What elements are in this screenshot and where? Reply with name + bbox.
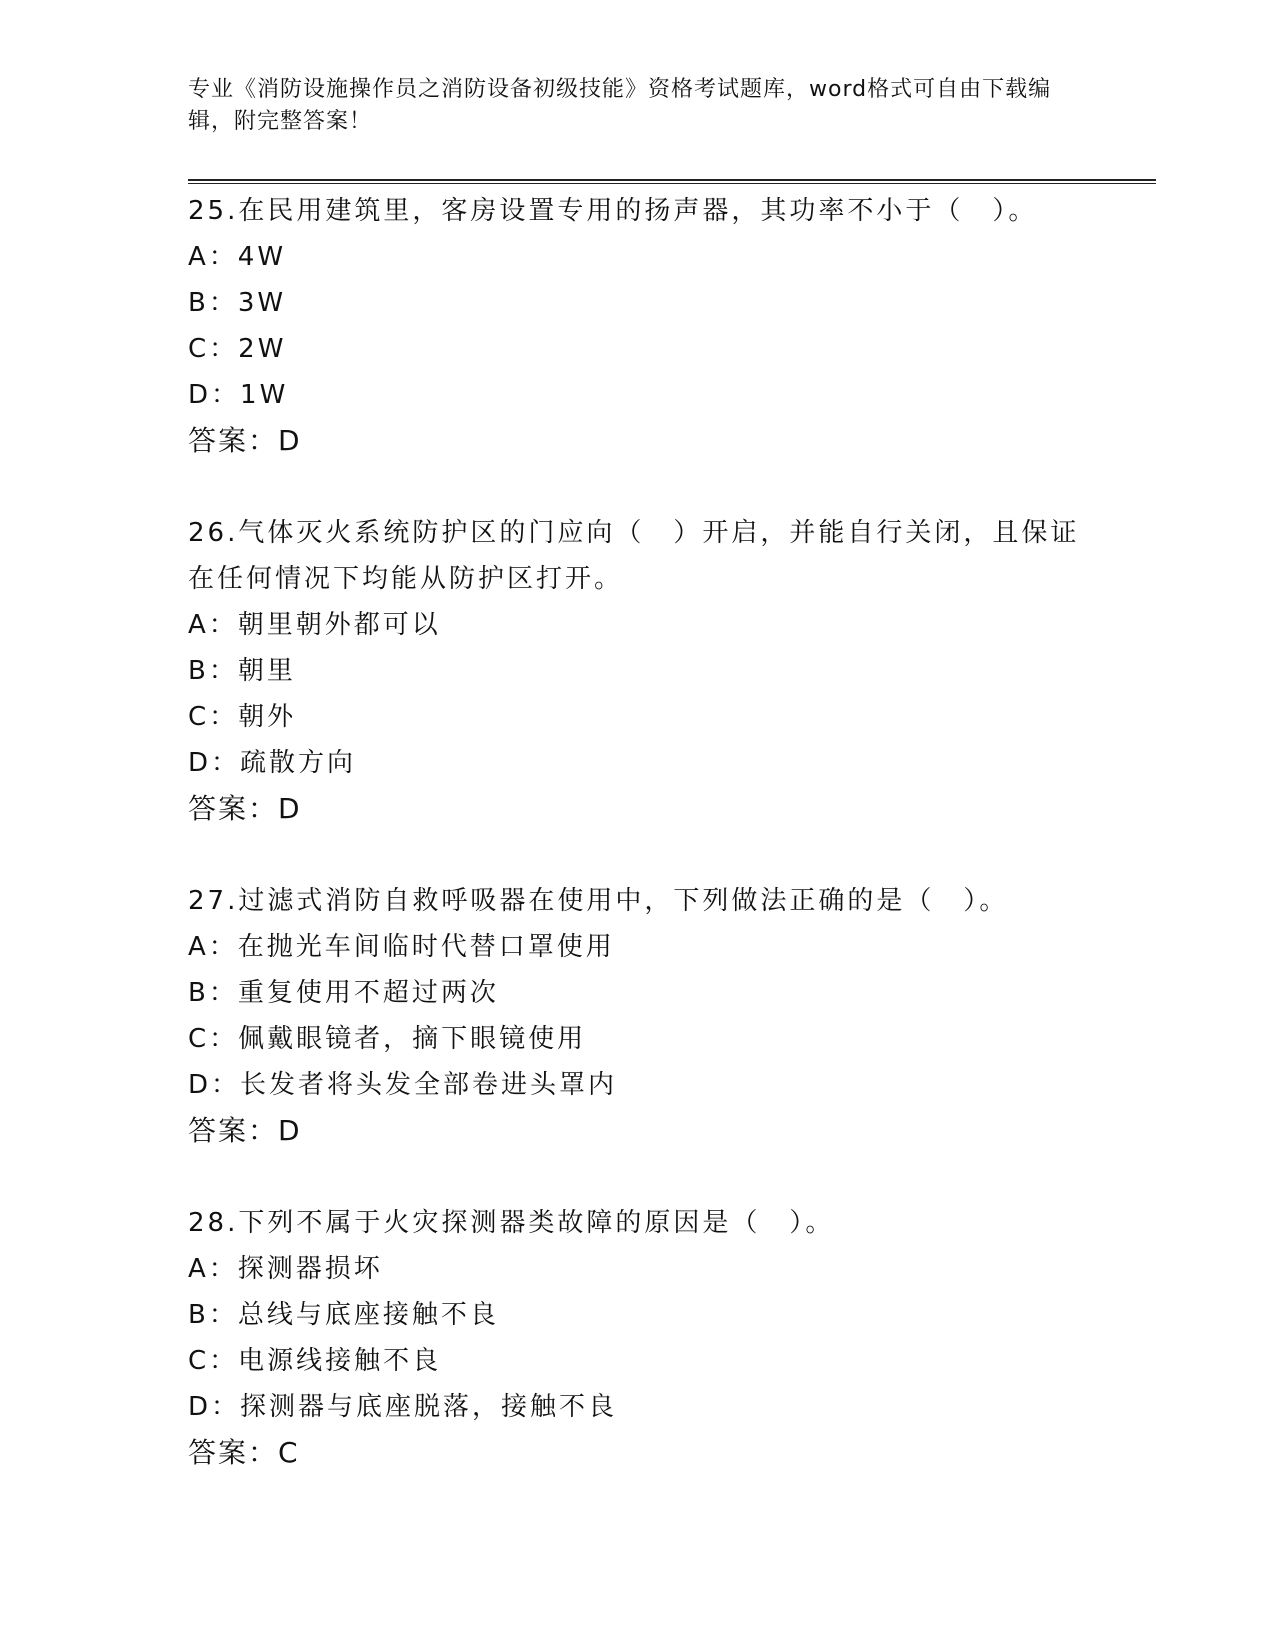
option-a: A：4W: [188, 242, 287, 272]
answer-line: 答案：D: [188, 424, 302, 457]
document-header: [188, 74, 1088, 138]
answer-line: 答案：C: [188, 1436, 300, 1469]
question-stem: 26.气体灭火系统防护区的门应向（ ）开启，并能自行关闭，且保证在任何情况下均能从防护区打开。: [188, 518, 1080, 594]
answer-line: 答案：D: [188, 792, 302, 825]
question-item: [188, 1200, 1088, 1476]
option-a: A：在抛光车间临时代替口罩使用: [188, 932, 615, 962]
option-d: D：疏散方向: [188, 748, 357, 778]
question-item: [188, 510, 1088, 832]
option-c: C：电源线接触不良: [188, 1346, 442, 1376]
option-c: C：朝外: [188, 702, 297, 732]
option-d: D：探测器与底座脱落，接触不良: [188, 1392, 618, 1422]
option-b: B：3W: [188, 288, 287, 318]
header-divider-thick: [188, 179, 1156, 181]
question-item: [188, 878, 1088, 1154]
header-intro-text: 专业《消防设施操作员之消防设备初级技能》资格考试题库，word格式可自由下载编辑，附完整答案！: [188, 77, 1052, 134]
question-stem: 28.下列不属于火灾探测器类故障的原因是（ ）。: [188, 1208, 835, 1238]
question-stem: 27.过滤式消防自救呼吸器在使用中，下列做法正确的是（ ）。: [188, 886, 1009, 916]
option-a: A：朝里朝外都可以: [188, 610, 441, 640]
answer-line: 答案：D: [188, 1114, 302, 1147]
option-b: B：重复使用不超过两次: [188, 978, 499, 1008]
header-divider-thin: [188, 183, 1156, 184]
option-b: B：总线与底座接触不良: [188, 1300, 499, 1330]
option-c: C：佩戴眼镜者，摘下眼镜使用: [188, 1024, 587, 1054]
option-a: A：探测器损坏: [188, 1254, 383, 1284]
option-d: D：长发者将头发全部卷进头罩内: [188, 1070, 618, 1100]
option-b: B：朝里: [188, 656, 296, 686]
question-list: [188, 188, 1088, 1522]
question-item: [188, 188, 1088, 464]
question-stem: 25.在民用建筑里，客房设置专用的扬声器，其功率不小于（ ）。: [188, 196, 1038, 226]
option-d: D：1W: [188, 380, 289, 410]
option-c: C：2W: [188, 334, 287, 364]
